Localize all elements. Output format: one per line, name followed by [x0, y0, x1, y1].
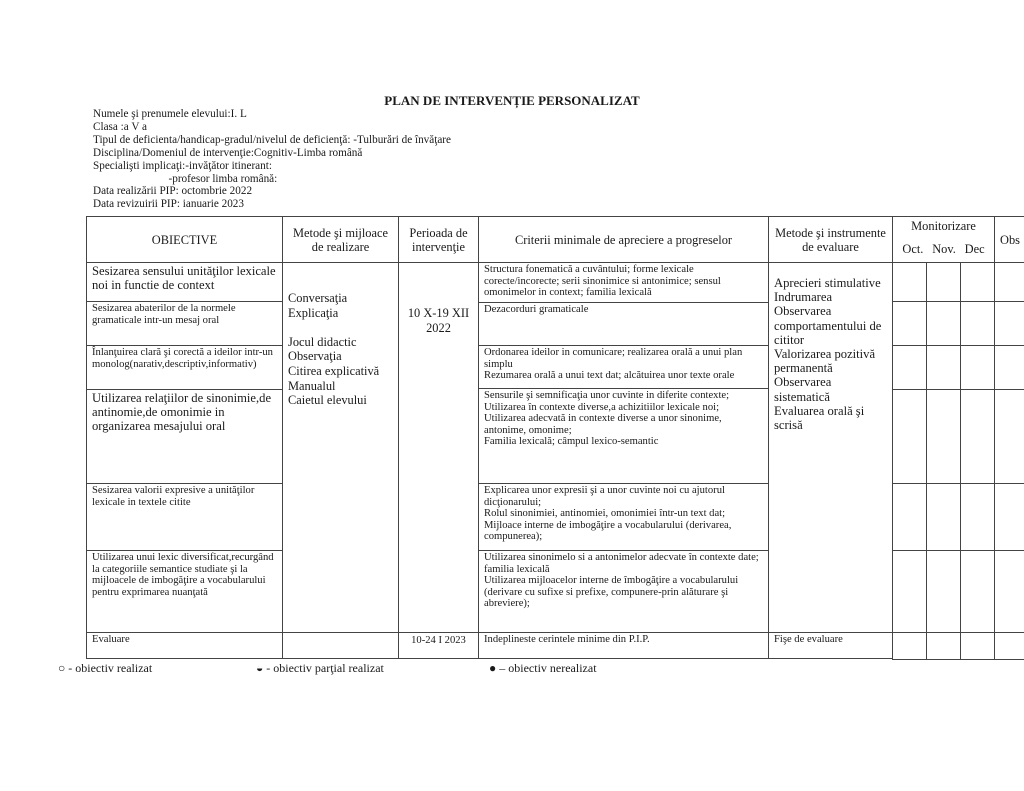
criteria-5: Explicarea unor expresii şi a unor cuvinte noi cu ajutorul dicţionarului; Rolul sinonimiei, antinomiei, omonimiei într-un text dat; Mijloace interne de imbogăţire a vocabularului (derivarea, compunerea);	[478, 483, 769, 551]
objective-4: Utilizarea relaţiilor de sinonimie,de antinomie,de omonimie in organizarea mesajului oral	[86, 389, 283, 484]
discipline: Disciplina/Domeniul de intervenţie:Cognitiv-Limba română	[93, 146, 363, 159]
header-objectives: OBIECTIVE	[86, 216, 283, 263]
method-spacer	[288, 320, 393, 335]
monitoring-cell-dec	[960, 389, 995, 484]
objective-3: Înlanţuirea clară şi corectă a ideilor intr-un monolog(narativ,descriptiv,informativ)	[86, 345, 283, 390]
method-explanatory-reading: Citirea explicativă	[288, 363, 380, 378]
methods-cell	[282, 262, 399, 633]
monitoring-cell-obs	[994, 262, 1024, 302]
monitoring-cell-dec	[960, 483, 995, 551]
criteria-1: Structura fonematică a cuvântului; forme lexicale corecte/incorecte; serii sinonimice si antonimice; sensul omonimelor in context; familia lexicală	[478, 262, 769, 303]
monitoring-cell-oct	[892, 389, 927, 484]
legend-partial-label: - obiectiv parţial realizat	[266, 661, 384, 675]
monitoring-cell-obs	[994, 345, 1024, 390]
empty-circle-icon: ○	[58, 661, 66, 675]
legend-partial	[256, 661, 384, 676]
eval-item: Valorizarea pozitivă	[774, 347, 876, 362]
header-obs: Obs	[994, 216, 1024, 263]
header-criteria: Criterii minimale de apreciere a progreselor	[478, 216, 769, 263]
eval-item: scrisă	[774, 418, 803, 433]
date-created: Data realizării PIP: octombrie 2022	[93, 185, 253, 198]
eval-item: comportamentului de	[774, 318, 882, 333]
method-observation: Observaţia	[288, 349, 342, 364]
monitoring-cell-oct	[892, 550, 927, 633]
monitoring-label: Monitorizare	[911, 219, 976, 233]
monitoring-cell-dec	[960, 262, 995, 302]
document-title: PLAN DE INTERVENȚIE PERSONALIZAT	[384, 93, 640, 108]
monitoring-cell-dec	[960, 550, 995, 633]
method-didactic-game: Jocul didactic	[288, 334, 357, 349]
student-info	[93, 108, 451, 211]
monitoring-cell-obs	[994, 301, 1024, 346]
student-name: Numele şi prenumele elevului:I. L	[93, 108, 247, 120]
eval-item: Aprecieri stimulative	[774, 276, 881, 290]
eval-item: sistematică	[774, 389, 830, 404]
legend-unrealized	[489, 661, 597, 676]
evaluation-final: Fişe de evaluare	[768, 632, 893, 659]
header-evaluation: Metode şi instrumente de evaluare	[768, 216, 893, 263]
specialists-1: Specialişti implicaţi:-invăţător itinerant:	[93, 159, 272, 172]
eval-item: permanentă	[774, 361, 833, 376]
objective-2: Sesizarea abaterilor de la normele gramaticale intr-un mesaj oral	[86, 301, 283, 346]
monitoring-cell-nov	[926, 262, 961, 302]
criteria-2: Dezacorduri gramaticale	[478, 302, 769, 346]
monitoring-cell-oct	[892, 301, 927, 346]
month-oct: Oct.	[902, 242, 924, 256]
specialists-2: -profesor limba română:	[93, 172, 278, 185]
monitoring-cell-nov	[926, 550, 961, 633]
methods-eval-cell	[282, 632, 399, 659]
legend-unrealized-label: – obiectiv nerealizat	[499, 661, 597, 675]
monitoring-cell-oct	[892, 262, 927, 302]
monitoring-cell-obs	[994, 483, 1024, 551]
method-conversation: Conversaţia	[288, 291, 348, 305]
monitoring-cell-obs	[994, 389, 1024, 484]
monitoring-cell-nov	[926, 301, 961, 346]
header-period: Perioada de intervenţie	[398, 216, 479, 263]
monitoring-cell-oct	[892, 632, 927, 660]
eval-item: Indrumarea	[774, 290, 833, 305]
monitoring-cell-dec	[960, 632, 995, 660]
criteria-3: Ordonarea ideilor in comunicare; realizarea orală a unui plan simplu Rezumarea orală a unui text dat; alcătuirea unor texte orale	[478, 345, 769, 389]
legend-realized-label: - obiectiv realizat	[68, 661, 153, 675]
monitoring-cell-oct	[892, 483, 927, 551]
objective-1: Sesizarea sensului unităţilor lexicale noi in functie de context	[86, 262, 283, 302]
half-circle-icon: ◒	[256, 661, 264, 675]
method-notebook: Caietul elevului	[288, 393, 367, 408]
eval-item: Evaluarea orală şi	[774, 403, 865, 418]
monitoring-cell-dec	[960, 301, 995, 346]
monitoring-cell-nov	[926, 345, 961, 390]
criteria-6: Utilizarea sinonimelo si a antonimelor adecvate în contexte date; familia lexicală Utilizarea mijloacelor interne de îmbogăţire a vocabularului (derivare cu sufixe si prefixe, compunere-prin alăturare şi abreviere);	[478, 550, 769, 633]
eval-item: cititor	[774, 332, 805, 347]
student-class: Clasa :a V a	[93, 120, 147, 133]
period-evaluation: 10-24 I 2023	[398, 632, 479, 659]
period-cell	[398, 262, 479, 633]
objective-5: Sesizarea valorii expresive a unităţilor lexicale in textele citite	[86, 483, 283, 551]
eval-item: Observarea	[774, 304, 832, 319]
monitoring-cell-nov	[926, 389, 961, 484]
header-monitoring	[892, 216, 995, 263]
month-nov: Nov.	[932, 242, 956, 256]
monitoring-cell-dec	[960, 345, 995, 390]
monitoring-cell-nov	[926, 483, 961, 551]
monitoring-cell-oct	[892, 345, 927, 390]
objective-evaluation: Evaluare	[86, 632, 283, 659]
objective-6: Utilizarea unui lexic diversificat,recurgând la categoriile semantice studiate şi la mijloacele de imbogăţire a vocabularului pentru exprimarea nuanţată	[86, 550, 283, 633]
deficiency-type: Tipul de deficienta/handicap-gradul/nivelul de deficienţă: -Tulburări de învăţare	[93, 133, 451, 146]
legend-realized	[58, 661, 152, 676]
filled-circle-icon: ●	[489, 661, 497, 675]
period-range: 10 X-19 XII	[407, 306, 470, 320]
evaluation-methods-cell	[768, 262, 893, 633]
header-methods: Metode şi mijloace de realizare	[282, 216, 399, 263]
eval-item: Observarea	[774, 375, 832, 390]
monitoring-cell-obs	[994, 550, 1024, 633]
method-explanation: Explicaţia	[288, 305, 339, 320]
method-textbook: Manualul	[288, 378, 336, 393]
date-revised: Data revizuirii PIP: ianuarie 2023	[93, 198, 244, 211]
monitoring-cell-obs	[994, 632, 1024, 660]
month-dec: Dec	[964, 242, 985, 256]
monitoring-cell-nov	[926, 632, 961, 660]
criteria-evaluation: Indeplineste cerintele minime din P.I.P.	[478, 632, 769, 659]
criteria-4: Sensurile şi semnificaţia unor cuvinte in diferite contexte; Utilizarea în contexte diverse,a achizitiilor lexicale noi; Utilizarea adecvată in contexte diverse a unor sinonime, antonime, omonime; Familia lexicală; câmpul lexico-semantic	[478, 388, 769, 484]
period-year: 2022	[426, 320, 451, 335]
